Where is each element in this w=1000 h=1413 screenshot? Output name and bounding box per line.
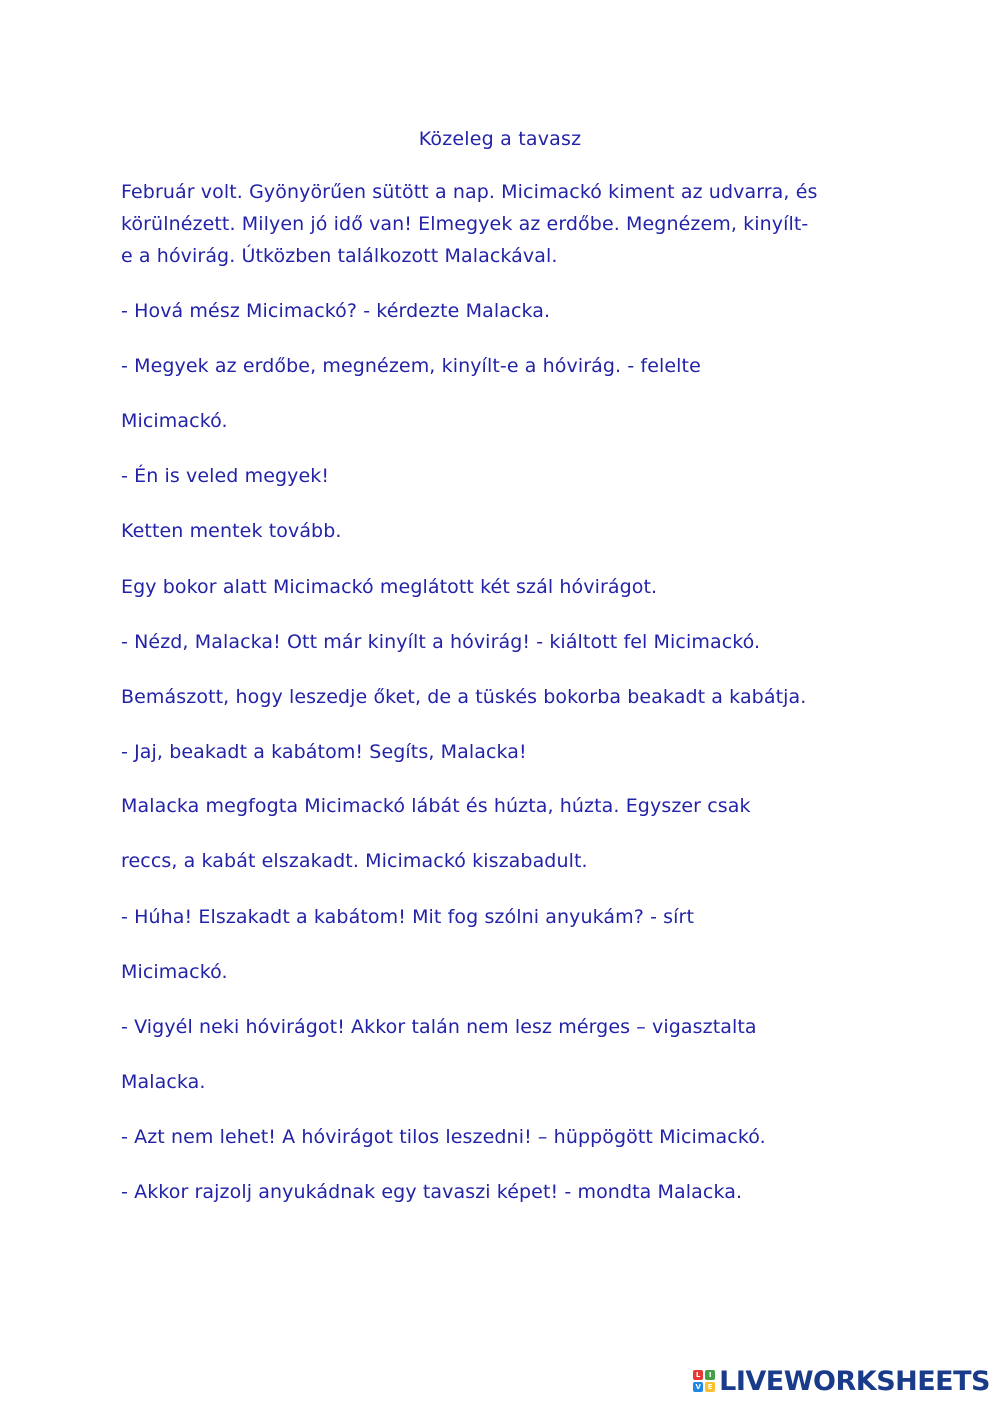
text-line: - Nézd, Malacka! Ott már kinyílt a hóvirág! - kiáltott fel Micimackó. bbox=[121, 631, 761, 653]
intro-line-2: körülnézett. Milyen jó idő van! Elmegyek az erdőbe. Megnézem, kinyílt- bbox=[121, 213, 809, 235]
logo-icon-letter: E bbox=[705, 1382, 715, 1392]
text-line: - Megyek az erdőbe, megnézem, kinyílt-e a hóvirág. - felelte bbox=[121, 355, 701, 377]
intro-line-3: e a hóvirág. Útközben találkozott Malackával. bbox=[121, 245, 558, 267]
text-line: Micimackó. bbox=[121, 410, 228, 432]
text-line: Malacka megfogta Micimackó lábát és húzta, húzta. Egyszer csak bbox=[121, 795, 751, 817]
intro-line-1: Február volt. Gyönyörűen sütött a nap. Micimackó kiment az udvarra, és bbox=[121, 181, 818, 203]
text-line: reccs, a kabát elszakadt. Micimackó kiszabadult. bbox=[121, 850, 588, 872]
logo-icon bbox=[693, 1370, 715, 1392]
intro-paragraph bbox=[121, 176, 881, 272]
text-line: - Akkor rajzolj anyukádnak egy tavaszi képet! - mondta Malacka. bbox=[121, 1181, 743, 1203]
text-line: - Azt nem lehet! A hóvirágot tilos leszedni! – hüppögött Micimackó. bbox=[121, 1126, 766, 1148]
logo-icon-letter: L bbox=[693, 1370, 703, 1380]
text-line: - Én is veled megyek! bbox=[121, 465, 330, 487]
logo-text: LIVEWORKSHEETS bbox=[719, 1365, 990, 1397]
text-line: Micimackó. bbox=[121, 961, 228, 983]
text-line: - Jaj, beakadt a kabátom! Segíts, Malacka! bbox=[121, 741, 527, 763]
text-line: - Húha! Elszakadt a kabátom! Mit fog szólni anyukám? - sírt bbox=[121, 906, 695, 928]
logo-icon-letter: V bbox=[693, 1382, 703, 1392]
text-line: Egy bokor alatt Micimackó meglátott két szál hóvirágot. bbox=[121, 576, 658, 598]
text-line: Bemászott, hogy leszedje őket, de a tüskés bokorba beakadt a kabátja. bbox=[121, 686, 807, 708]
logo-icon-letter: I bbox=[705, 1370, 715, 1380]
text-line: Malacka. bbox=[121, 1071, 206, 1093]
text-line: - Hová mész Micimackó? - kérdezte Malacka. bbox=[121, 300, 551, 322]
text-line: Ketten mentek tovább. bbox=[121, 520, 342, 542]
liveworksheets-logo bbox=[693, 1365, 990, 1397]
document-title: Közeleg a tavasz bbox=[418, 128, 582, 150]
text-line: - Vigyél neki hóvirágot! Akkor talán nem lesz mérges – vigasztalta bbox=[121, 1016, 757, 1038]
